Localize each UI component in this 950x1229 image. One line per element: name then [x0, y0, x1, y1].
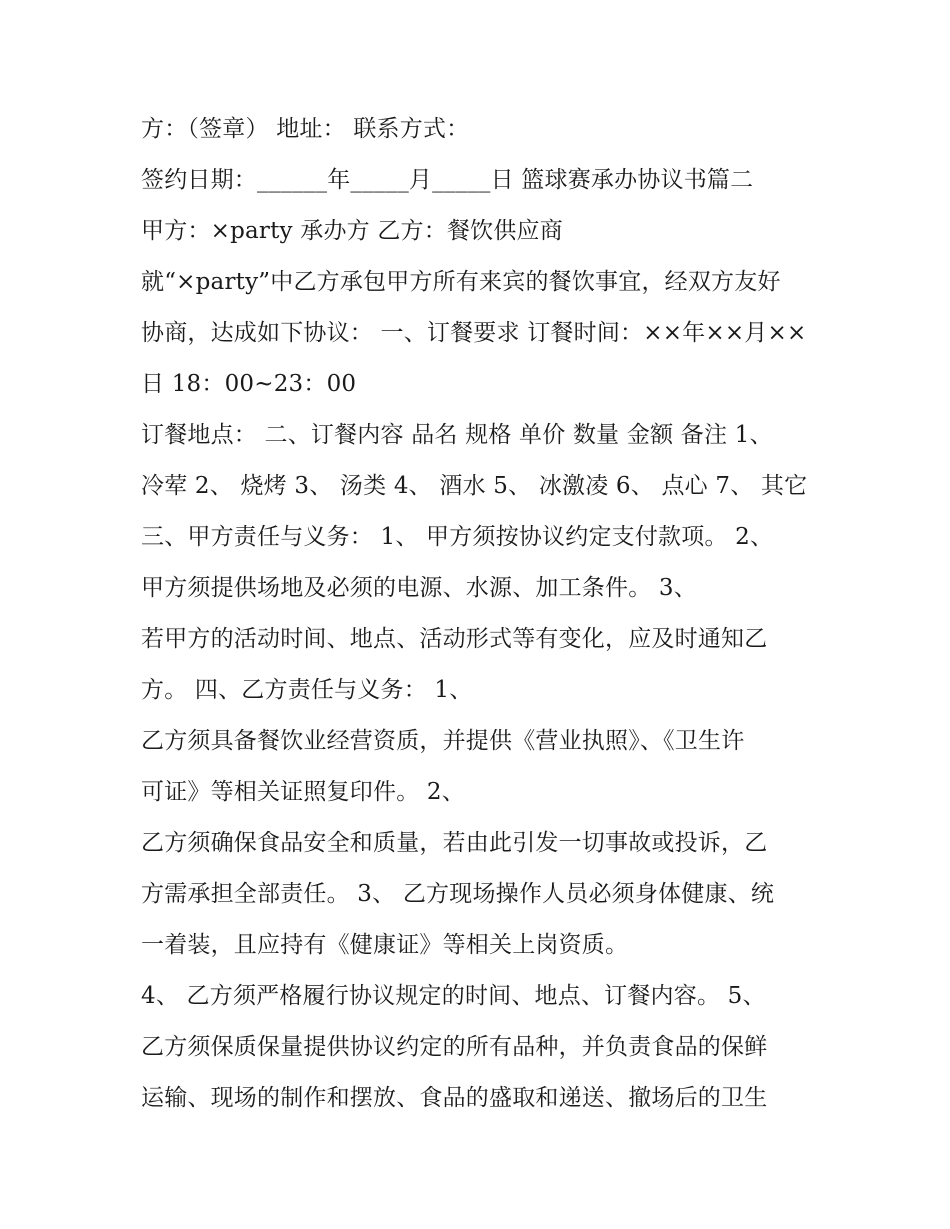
text-line: 方。 四、乙方责任与义务： 1、 — [141, 677, 473, 703]
text-line: 4、 乙方须严格履行协议规定的时间、地点、订餐内容。 5、 — [141, 983, 766, 1009]
text-line: 协商，达成如下协议： 一、订餐要求 订餐时间：××年××月×× — [141, 320, 807, 346]
text-line: 运输、现场的制作和摆放、食品的盛取和递送、撤场后的卫生 — [141, 1085, 768, 1111]
text-line: 乙方须确保食品安全和质量，若由此引发一切事故或投诉，乙 — [141, 830, 768, 856]
text-line: 冷荤 2、 烧烤 3、 汤类 4、 酒水 5、 冰激凌 6、 点心 7、 其它 — [141, 473, 808, 499]
document-body — [141, 104, 821, 1124]
text-line: 乙方须保质保量提供协议约定的所有品种，并负责食品的保鲜 — [141, 1034, 768, 1060]
text-line: 甲方须提供场地及必须的电源、水源、加工条件。 3、 — [141, 575, 697, 601]
text-line: 日 18：00~23：00 — [141, 371, 357, 397]
text-line: 签约日期：______年_____月_____日 篮球赛承办协议书篇二 — [141, 167, 754, 193]
text-line: 方需承担全部责任。 3、 乙方现场操作人员必须身体健康、统 — [141, 881, 775, 907]
text-line: 若甲方的活动时间、地点、活动形式等有变化，应及时通知乙 — [141, 626, 768, 652]
text-line: 三、甲方责任与义务： 1、 甲方须按协议约定支付款项。 2、 — [141, 524, 774, 550]
text-line: 订餐地点： 二、订餐内容 品名 规格 单价 数量 金额 备注 1、 — [141, 422, 773, 448]
text-line: 方：（签章） 地址： 联系方式： — [141, 116, 470, 142]
text-line: 就“×party”中乙方承包甲方所有来宾的餐饮事宜，经双方友好 — [141, 269, 781, 295]
text-line: 一着装，且应持有《健康证》等相关上岗资质。 — [141, 932, 629, 958]
text-line: 乙方须具备餐饮业经营资质，并提供《营业执照》、《卫生许 — [141, 728, 745, 754]
text-line: 甲方：×party 承办方 乙方：餐饮供应商 — [141, 218, 563, 244]
text-line: 可证》等相关证照复印件。 2、 — [141, 779, 465, 805]
